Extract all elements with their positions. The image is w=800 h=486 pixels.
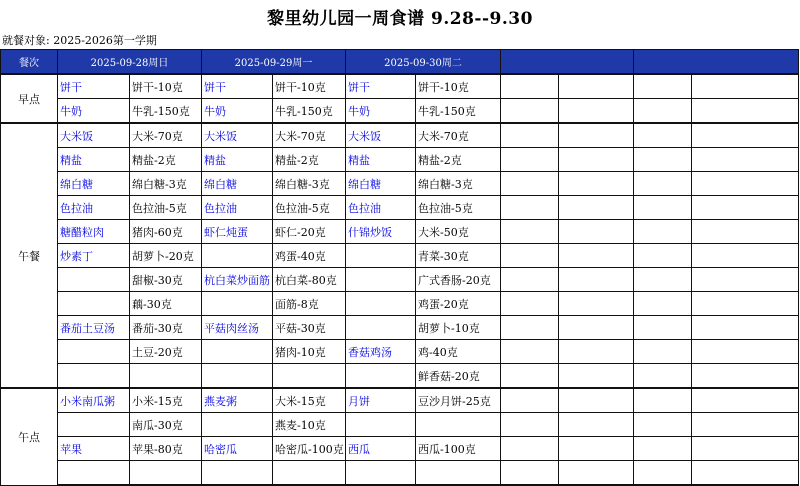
ingredient-cell: 饼干-10克 xyxy=(416,74,501,99)
table-row xyxy=(1,74,799,99)
ingredient-cell xyxy=(559,244,634,268)
dish-cell: 平菇肉丝汤 xyxy=(202,316,273,340)
ingredient-cell xyxy=(559,340,634,364)
dish-cell xyxy=(346,292,416,316)
header-row xyxy=(1,50,799,75)
table-row xyxy=(1,292,799,316)
dish-cell: 大米饭 xyxy=(58,123,130,148)
ingredient-cell xyxy=(559,172,634,196)
dish-cell xyxy=(634,123,692,148)
ingredient-cell: 胡萝卜-20克 xyxy=(130,244,202,268)
ingredient-cell: 大米-70克 xyxy=(416,123,501,148)
ingredient-cell xyxy=(692,148,799,172)
ingredient-cell: 广式香肠-20克 xyxy=(416,268,501,292)
ingredient-cell: 杭白菜-80克 xyxy=(273,268,346,292)
table-row xyxy=(1,364,799,389)
ingredient-cell xyxy=(692,437,799,461)
ingredient-cell: 土豆-20克 xyxy=(130,340,202,364)
dish-cell xyxy=(634,340,692,364)
ingredient-cell: 豆沙月饼-25克 xyxy=(416,388,501,413)
day-header-5 xyxy=(634,50,799,75)
dish-cell xyxy=(346,364,416,389)
ingredient-cell xyxy=(692,244,799,268)
ingredient-cell: 藕-30克 xyxy=(130,292,202,316)
table-row xyxy=(1,99,799,124)
dish-cell xyxy=(634,74,692,99)
ingredient-cell: 色拉油-5克 xyxy=(416,196,501,220)
ingredient-cell: 色拉油-5克 xyxy=(273,196,346,220)
ingredient-cell: 猪肉-60克 xyxy=(130,220,202,244)
ingredient-cell xyxy=(692,413,799,437)
dish-cell xyxy=(634,220,692,244)
dish-cell: 牛奶 xyxy=(202,99,273,124)
ingredient-cell: 猪肉-10克 xyxy=(273,340,346,364)
ingredient-cell xyxy=(692,340,799,364)
dish-cell: 哈密瓜 xyxy=(202,437,273,461)
ingredient-cell xyxy=(559,74,634,99)
ingredient-cell: 绵白糖-3克 xyxy=(273,172,346,196)
ingredient-cell xyxy=(692,268,799,292)
audience-line xyxy=(2,32,157,48)
day-header-4 xyxy=(501,50,634,75)
ingredient-cell: 精盐-2克 xyxy=(416,148,501,172)
ingredient-cell: 绵白糖-3克 xyxy=(130,172,202,196)
ingredient-cell xyxy=(559,364,634,389)
audience-value: 2025-2026第一学期 xyxy=(53,34,157,47)
dish-cell: 小米南瓜粥 xyxy=(58,388,130,413)
dish-cell xyxy=(501,196,559,220)
table-row xyxy=(1,148,799,172)
dish-cell xyxy=(58,292,130,316)
dish-cell xyxy=(58,340,130,364)
dish-cell xyxy=(58,364,130,389)
ingredient-cell: 哈密瓜-100克 xyxy=(273,437,346,461)
ingredient-cell: 鸡-40克 xyxy=(416,340,501,364)
ingredient-cell xyxy=(559,123,634,148)
ingredient-cell: 青菜-30克 xyxy=(416,244,501,268)
dish-cell: 色拉油 xyxy=(202,196,273,220)
ingredient-cell xyxy=(559,268,634,292)
table-row xyxy=(1,413,799,437)
dish-cell: 什锦炒饭 xyxy=(346,220,416,244)
dish-cell: 绵白糖 xyxy=(58,172,130,196)
ingredient-cell: 苹果-80克 xyxy=(130,437,202,461)
day-header-3: 2025-09-30周二 xyxy=(346,50,501,75)
dish-cell xyxy=(501,268,559,292)
dish-cell: 色拉油 xyxy=(58,196,130,220)
dish-cell xyxy=(58,413,130,437)
dish-cell xyxy=(634,316,692,340)
ingredient-cell: 大米-70克 xyxy=(130,123,202,148)
dish-cell: 番茄土豆汤 xyxy=(58,316,130,340)
table-row xyxy=(1,196,799,220)
dish-cell xyxy=(634,196,692,220)
ingredient-cell: 燕麦-10克 xyxy=(273,413,346,437)
dish-cell: 糖醋粒肉 xyxy=(58,220,130,244)
day-header-2: 2025-09-29周一 xyxy=(202,50,346,75)
ingredient-cell: 面筋-8克 xyxy=(273,292,346,316)
ingredient-cell xyxy=(692,316,799,340)
dish-cell xyxy=(634,388,692,413)
dish-cell: 苹果 xyxy=(58,437,130,461)
ingredient-cell: 胡萝卜-10克 xyxy=(416,316,501,340)
menu-body xyxy=(1,74,799,485)
ingredient-cell xyxy=(559,220,634,244)
ingredient-cell xyxy=(559,388,634,413)
dish-cell xyxy=(346,413,416,437)
dish-cell: 牛奶 xyxy=(346,99,416,124)
dish-cell xyxy=(501,413,559,437)
ingredient-cell: 南瓜-30克 xyxy=(130,413,202,437)
dish-cell xyxy=(202,292,273,316)
ingredient-cell xyxy=(273,364,346,389)
ingredient-cell xyxy=(416,461,501,486)
audience-label: 就餐对象: xyxy=(2,34,50,47)
dish-cell xyxy=(346,244,416,268)
dish-cell xyxy=(202,413,273,437)
dish-cell: 大米饭 xyxy=(202,123,273,148)
table-row xyxy=(1,388,799,413)
ingredient-cell xyxy=(692,461,799,486)
ingredient-cell xyxy=(559,196,634,220)
dish-cell xyxy=(501,74,559,99)
dish-cell: 大米饭 xyxy=(346,123,416,148)
ingredient-cell xyxy=(692,99,799,124)
page-title: 黎里幼儿园一周食谱 9.28--9.30 xyxy=(267,9,533,29)
dish-cell: 精盐 xyxy=(202,148,273,172)
ingredient-cell xyxy=(559,461,634,486)
dish-cell xyxy=(202,340,273,364)
table-row xyxy=(1,220,799,244)
ingredient-cell: 平菇-30克 xyxy=(273,316,346,340)
ingredient-cell xyxy=(273,461,346,486)
ingredient-cell xyxy=(692,388,799,413)
ingredient-cell xyxy=(692,123,799,148)
ingredient-cell: 甜椒-30克 xyxy=(130,268,202,292)
ingredient-cell xyxy=(559,148,634,172)
dish-cell xyxy=(202,461,273,486)
dish-cell xyxy=(634,268,692,292)
table-row xyxy=(1,123,799,148)
table-row xyxy=(1,268,799,292)
table-row xyxy=(1,461,799,486)
dish-cell xyxy=(634,148,692,172)
dish-cell: 饼干 xyxy=(346,74,416,99)
ingredient-cell: 牛乳-150克 xyxy=(130,99,202,124)
meal-label: 午点 xyxy=(1,388,58,485)
ingredient-cell: 牛乳-150克 xyxy=(416,99,501,124)
dish-cell xyxy=(501,99,559,124)
dish-cell xyxy=(634,437,692,461)
dish-cell: 香菇鸡汤 xyxy=(346,340,416,364)
ingredient-cell: 色拉油-5克 xyxy=(130,196,202,220)
ingredient-cell: 小米-15克 xyxy=(130,388,202,413)
table-row xyxy=(1,172,799,196)
dish-cell xyxy=(634,364,692,389)
dish-cell: 绵白糖 xyxy=(346,172,416,196)
dish-cell: 炒素丁 xyxy=(58,244,130,268)
ingredient-cell xyxy=(559,99,634,124)
ingredient-cell: 鸡蛋-40克 xyxy=(273,244,346,268)
dish-cell: 杭白菜炒面筋 xyxy=(202,268,273,292)
dish-cell: 精盐 xyxy=(346,148,416,172)
dish-cell: 月饼 xyxy=(346,388,416,413)
ingredient-cell: 鲜香菇-20克 xyxy=(416,364,501,389)
dish-cell xyxy=(501,220,559,244)
weekly-menu-table xyxy=(0,49,799,486)
dish-cell xyxy=(346,316,416,340)
table-row xyxy=(1,437,799,461)
ingredient-cell xyxy=(692,172,799,196)
dish-cell xyxy=(501,292,559,316)
ingredient-cell: 大米-50克 xyxy=(416,220,501,244)
ingredient-cell xyxy=(559,413,634,437)
ingredient-cell xyxy=(130,461,202,486)
ingredient-cell: 番茄-30克 xyxy=(130,316,202,340)
dish-cell xyxy=(634,292,692,316)
dish-cell: 色拉油 xyxy=(346,196,416,220)
dish-cell xyxy=(501,437,559,461)
ingredient-cell: 精盐-2克 xyxy=(130,148,202,172)
table-row xyxy=(1,316,799,340)
dish-cell xyxy=(634,172,692,196)
day-header-1: 2025-09-28周日 xyxy=(58,50,202,75)
ingredient-cell: 精盐-2克 xyxy=(273,148,346,172)
dish-cell: 饼干 xyxy=(58,74,130,99)
ingredient-cell: 鸡蛋-20克 xyxy=(416,292,501,316)
dish-cell: 精盐 xyxy=(58,148,130,172)
dish-cell xyxy=(634,461,692,486)
ingredient-cell: 大米-15克 xyxy=(273,388,346,413)
dish-cell: 燕麦粥 xyxy=(202,388,273,413)
ingredient-cell xyxy=(416,413,501,437)
dish-cell xyxy=(501,316,559,340)
dish-cell xyxy=(202,364,273,389)
ingredient-cell: 大米-70克 xyxy=(273,123,346,148)
table-row xyxy=(1,244,799,268)
dish-cell xyxy=(501,340,559,364)
ingredient-cell xyxy=(130,364,202,389)
ingredient-cell: 虾仁-20克 xyxy=(273,220,346,244)
ingredient-cell: 饼干-10克 xyxy=(130,74,202,99)
ingredient-cell: 牛乳-150克 xyxy=(273,99,346,124)
dish-cell xyxy=(634,413,692,437)
ingredient-cell xyxy=(559,316,634,340)
dish-cell: 牛奶 xyxy=(58,99,130,124)
dish-cell xyxy=(346,268,416,292)
table-row xyxy=(1,340,799,364)
dish-cell xyxy=(346,461,416,486)
meal-label: 午餐 xyxy=(1,123,58,388)
dish-cell: 虾仁炖蛋 xyxy=(202,220,273,244)
ingredient-cell xyxy=(692,196,799,220)
ingredient-cell: 饼干-10克 xyxy=(273,74,346,99)
dish-cell xyxy=(501,148,559,172)
ingredient-cell xyxy=(692,292,799,316)
dish-cell xyxy=(58,461,130,486)
dish-cell: 饼干 xyxy=(202,74,273,99)
dish-cell xyxy=(202,244,273,268)
dish-cell: 西瓜 xyxy=(346,437,416,461)
dish-cell xyxy=(58,268,130,292)
ingredient-cell xyxy=(692,364,799,389)
ingredient-cell xyxy=(559,292,634,316)
meal-column-header: 餐次 xyxy=(1,50,58,75)
dish-cell xyxy=(501,364,559,389)
dish-cell xyxy=(501,461,559,486)
dish-cell: 绵白糖 xyxy=(202,172,273,196)
ingredient-cell xyxy=(692,220,799,244)
dish-cell xyxy=(501,172,559,196)
dish-cell xyxy=(501,388,559,413)
meal-label: 早点 xyxy=(1,74,58,123)
ingredient-cell xyxy=(559,437,634,461)
ingredient-cell: 绵白糖-3克 xyxy=(416,172,501,196)
dish-cell xyxy=(634,99,692,124)
dish-cell xyxy=(634,244,692,268)
dish-cell xyxy=(501,244,559,268)
dish-cell xyxy=(501,123,559,148)
ingredient-cell xyxy=(692,74,799,99)
ingredient-cell: 西瓜-100克 xyxy=(416,437,501,461)
